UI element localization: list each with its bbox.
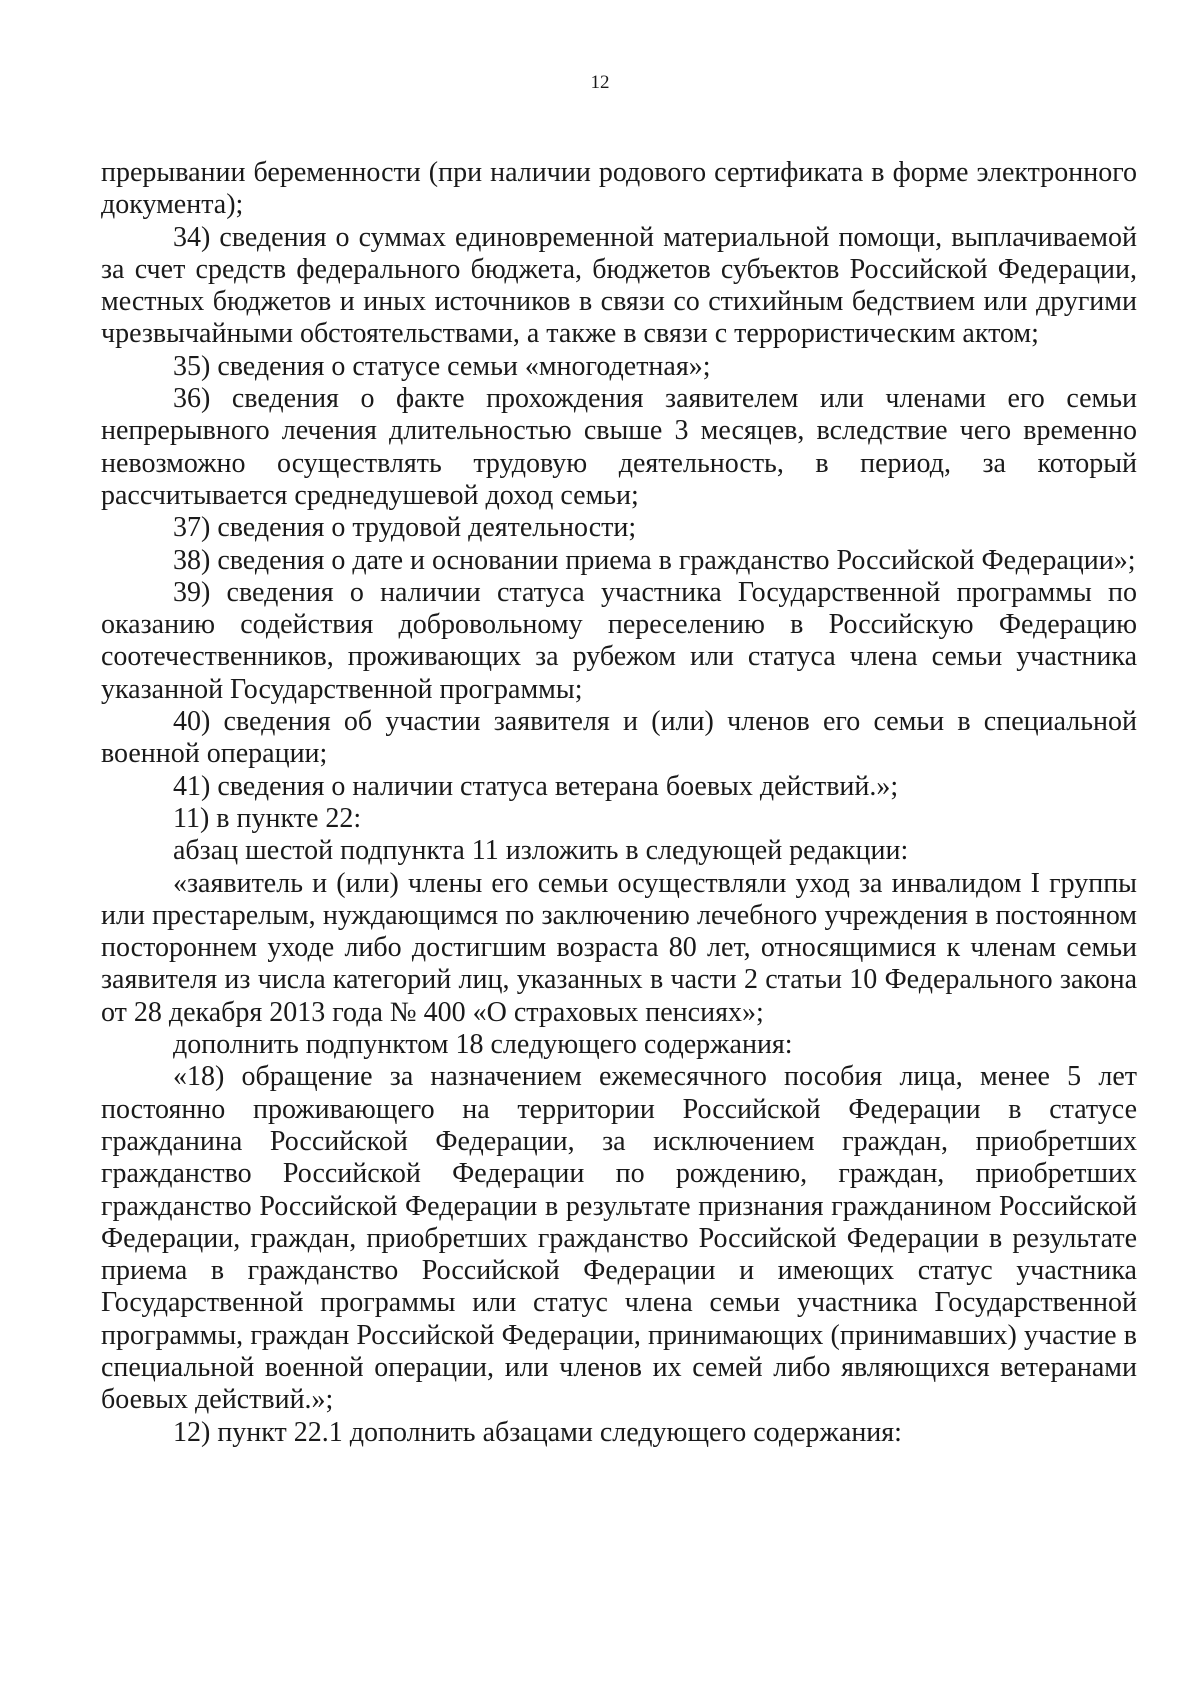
paragraph-item-40: 40) сведения об участии заявителя и (или) членов его семьи в специальной военной операции;: [101, 706, 1137, 770]
paragraph-instruction-add-18: дополнить подпунктом 18 следующего содержания:: [173, 1029, 793, 1061]
paragraph-instruction-sixth: абзац шестой подпункта 11 изложить в следующей редакции:: [173, 835, 909, 867]
paragraph-item-38: 38) сведения о дате и основании приема в гражданство Российской Федерации»;: [173, 544, 1136, 576]
paragraph-item-35: 35) сведения о статусе семьи «многодетная»;: [173, 350, 711, 382]
paragraph-item-39: 39) сведения о наличии статуса участника Государственной программы по оказанию содействия добровольному переселению в Российскую Федерацию соотечественников, проживающих за рубежом или статуса члена семьи участника указанной Государственной программы;: [101, 576, 1137, 705]
paragraph-quoted-item-18: «18) обращение за назначением ежемесячного пособия лица, менее 5 лет постоянно проживающего на территории Российской Федерации в статусе гражданина Российской Федерации, за исключением граждан, приобретших гражданство Российской Федерации по рождению, граждан, приобретших гражданство Российской Федерации в результате признания гражданином Российской Федерации, граждан, приобретших гражданство Российской Федерации в результате приема в гражданство Российской Федерации и имеющих статус участника Государственной программы или статус члена семьи участника Государственной программы, граждан Российской Федерации, принимающих (принимавших) участие в специальной военной операции, или членов их семей либо являющихся ветеранами боевых действий.»;: [101, 1061, 1137, 1416]
paragraph-continuation: прерывании беременности (при наличии родового сертификата в форме электронного документа);: [101, 157, 1137, 221]
paragraph-item-34: 34) сведения о суммах единовременной материальной помощи, выплачиваемой за счет средств федерального бюджета, бюджетов субъектов Российской Федерации, местных бюджетов и иных источников в связи со стихийным бедствием или другими чрезвычайными обстоятельствами, а также в связи с террористическим актом;: [101, 221, 1137, 350]
page-number: 12: [590, 72, 610, 93]
document-body: [101, 157, 1137, 1449]
paragraph-amendment-11: 11) в пункте 22:: [173, 802, 362, 834]
paragraph-quoted-caregiver: «заявитель и (или) члены его семьи осуществляли уход за инвалидом I группы или престарелым, нуждающимся по заключению лечебного учреждения в постоянном постороннем уходе либо достигшим возраста 80 лет, относящимися к членам семьи заявителя из числа категорий лиц, указанных в части 2 статьи 10 Федерального закона от 28 декабря 2013 года № 400 «О страховых пенсиях»;: [101, 867, 1137, 1028]
paragraph-item-37: 37) сведения о трудовой деятельности;: [173, 512, 637, 544]
paragraph-item-36: 36) сведения о факте прохождения заявителем или членами его семьи непрерывного лечения длительностью свыше 3 месяцев, вследствие чего временно невозможно осуществлять трудовую деятельность, в период, за который рассчитывается среднедушевой доход семьи;: [101, 383, 1137, 511]
paragraph-amendment-12: 12) пункт 22.1 дополнить абзацами следующего содержания:: [173, 1416, 902, 1448]
paragraph-item-41: 41) сведения о наличии статуса ветерана боевых действий.»;: [173, 770, 899, 802]
